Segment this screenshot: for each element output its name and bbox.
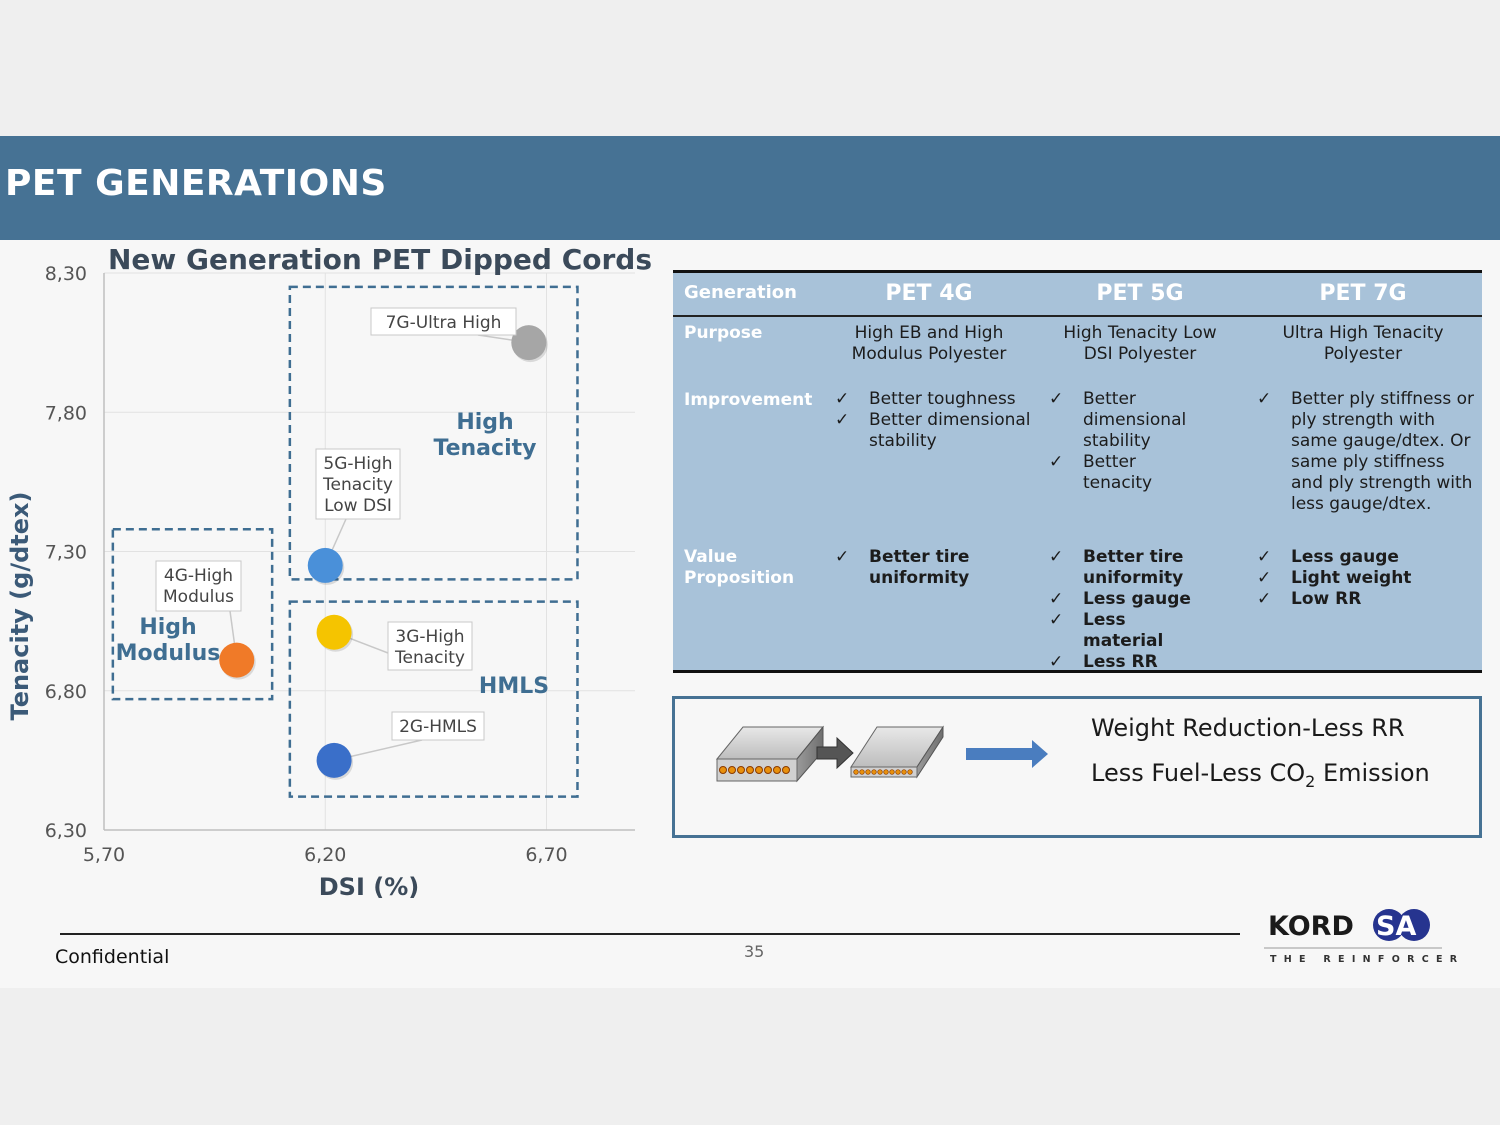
x-axis-label: DSI (%) bbox=[318, 873, 420, 901]
svg-text:KORD: KORD bbox=[1268, 911, 1354, 942]
point-label bbox=[386, 313, 502, 333]
purpose-pet5g: High Tenacity Low DSI Polyester bbox=[1063, 323, 1217, 364]
list-item: ✓ Better tenacity bbox=[1049, 452, 1153, 493]
data-point bbox=[308, 548, 345, 585]
point-label-line: Modulus bbox=[163, 587, 234, 607]
value-pet7g bbox=[1257, 547, 1467, 610]
point-label bbox=[163, 566, 234, 607]
region-label bbox=[116, 615, 221, 666]
improvement-pet4g bbox=[835, 389, 1035, 452]
list-item: ✓ Better toughness bbox=[835, 389, 1016, 409]
thin-ply-icon bbox=[851, 727, 943, 777]
header-divider bbox=[673, 315, 1482, 317]
region-label bbox=[479, 674, 549, 699]
list-item: ✓ Less RR bbox=[1049, 652, 1158, 672]
region-label-line: High bbox=[139, 615, 197, 640]
svg-text:THE REINFORCER: THE REINFORCER bbox=[1270, 954, 1465, 965]
list-item: ✓ Less gauge bbox=[1257, 547, 1399, 567]
svg-text:SA: SA bbox=[1376, 911, 1417, 942]
point-label-line: 2G-HMLS bbox=[399, 717, 477, 737]
data-point bbox=[511, 325, 548, 362]
row-label-value-proposition: Value Proposition bbox=[684, 547, 795, 588]
check-icon: ✓ bbox=[1257, 547, 1272, 567]
check-icon: ✓ bbox=[1049, 547, 1064, 567]
point-marker bbox=[308, 548, 343, 583]
chart-point-labels bbox=[156, 308, 516, 740]
point-label-line: 3G-High bbox=[395, 627, 465, 647]
row-label-improvement: Improvement bbox=[684, 390, 813, 410]
confidential-label: Confidential bbox=[55, 946, 170, 968]
point-label-line: Tenacity bbox=[395, 648, 465, 668]
chart-points bbox=[219, 325, 548, 780]
col-header-pet7g: PET 7G bbox=[1319, 281, 1407, 306]
footer-divider bbox=[60, 933, 1240, 935]
list-item: ✓ Better tire uniformity bbox=[1049, 547, 1184, 588]
data-point bbox=[219, 643, 256, 680]
x-tick-label: 5,70 bbox=[82, 844, 126, 866]
page-title: PET GENERATIONS bbox=[5, 163, 387, 204]
check-icon: ✓ bbox=[835, 389, 850, 409]
right-arrow-icon bbox=[966, 739, 1050, 769]
list-item: ✓ Low RR bbox=[1257, 589, 1362, 609]
col-header-pet4g: PET 4G bbox=[885, 281, 973, 306]
check-icon: ✓ bbox=[1049, 610, 1064, 630]
point-label bbox=[394, 627, 465, 668]
region-label-line: Modulus bbox=[115, 641, 221, 666]
col-header-pet5g: PET 5G bbox=[1096, 281, 1184, 306]
region-label-line: Tenacity bbox=[433, 436, 537, 461]
point-label-line: 5G-High bbox=[323, 454, 393, 474]
point-label-line: 4G-High bbox=[163, 566, 234, 586]
chart-grid bbox=[104, 273, 635, 830]
y-tick-label: 7,30 bbox=[44, 541, 87, 564]
point-label-line: Low DSI bbox=[324, 496, 392, 516]
chart-regions bbox=[113, 287, 578, 797]
list-item: ✓ Less material bbox=[1049, 610, 1164, 651]
region-label bbox=[434, 410, 537, 461]
point-marker bbox=[317, 743, 352, 778]
y-tick-label: 6,80 bbox=[44, 680, 87, 703]
benefit-fuel-co2: Less Fuel-Less $CO_2$ Emission bbox=[1091, 759, 1430, 791]
check-icon: ✓ bbox=[835, 547, 850, 567]
tire-ply-reduction-illustration bbox=[713, 723, 953, 785]
row-label-purpose: Purpose bbox=[684, 323, 763, 343]
point-label bbox=[399, 717, 477, 737]
y-tick-label: 7,80 bbox=[44, 402, 87, 425]
point-label bbox=[322, 454, 393, 516]
list-item: ✓ Better dimensional stability bbox=[1049, 389, 1187, 451]
check-icon: ✓ bbox=[1049, 452, 1064, 472]
generation-table bbox=[673, 270, 1482, 673]
list-item: ✓ Better tire uniformity bbox=[835, 547, 970, 588]
check-icon: ✓ bbox=[1049, 389, 1064, 409]
benefits-box bbox=[672, 696, 1482, 838]
improvement-pet5g bbox=[1049, 389, 1209, 494]
value-pet4g bbox=[835, 547, 1035, 589]
chart-title: New Generation PET Dipped Cords bbox=[107, 243, 653, 276]
list-item: ✓ Better ply stiffness or ply strength with same gauge/dtex. Or same ply stiffness and ply strength with less gauge/dtex. bbox=[1257, 389, 1474, 514]
y-tick-label: 6,30 bbox=[44, 820, 87, 842]
value-pet5g bbox=[1049, 547, 1209, 673]
check-icon: ✓ bbox=[1257, 589, 1272, 609]
data-point bbox=[317, 743, 354, 780]
point-marker bbox=[317, 615, 352, 650]
x-tick-label: 6,70 bbox=[525, 844, 568, 866]
purpose-pet4g: High EB and High Modulus Polyester bbox=[851, 323, 1007, 364]
region-label-line: High bbox=[456, 410, 514, 435]
x-tick-label: 6,20 bbox=[304, 844, 347, 866]
data-point bbox=[317, 615, 354, 652]
chart-ticks bbox=[45, 263, 568, 866]
kordsa-logo bbox=[1262, 908, 1465, 968]
point-marker bbox=[511, 325, 546, 360]
thick-ply-icon bbox=[717, 727, 823, 781]
y-axis-label: Tenacity (g/dtex) bbox=[6, 491, 34, 721]
tenacity-dsi-scatter-chart bbox=[0, 240, 660, 920]
point-label-line: Tenacity bbox=[323, 475, 393, 495]
check-icon: ✓ bbox=[1049, 652, 1064, 672]
benefit-weight-reduction: Weight Reduction-Less RR bbox=[1091, 714, 1405, 742]
improvement-pet7g bbox=[1257, 389, 1475, 515]
col-header-generation: Generation bbox=[684, 282, 797, 303]
list-item: ✓ Better dimensional stability bbox=[835, 410, 1031, 451]
page-number: 35 bbox=[744, 942, 765, 961]
check-icon: ✓ bbox=[835, 410, 850, 430]
region-label-line: HMLS bbox=[478, 674, 550, 699]
point-label-line: 7G-Ultra High bbox=[385, 313, 502, 333]
check-icon: ✓ bbox=[1257, 568, 1272, 588]
list-item: ✓ Less gauge bbox=[1049, 589, 1191, 609]
purpose-pet7g: Ultra High Tenacity Polyester bbox=[1282, 323, 1444, 364]
point-marker bbox=[219, 643, 254, 678]
list-item: ✓ Light weight bbox=[1257, 568, 1412, 588]
y-tick-label: 8,30 bbox=[44, 263, 87, 285]
check-icon: ✓ bbox=[1049, 589, 1064, 609]
check-icon: ✓ bbox=[1257, 389, 1272, 409]
